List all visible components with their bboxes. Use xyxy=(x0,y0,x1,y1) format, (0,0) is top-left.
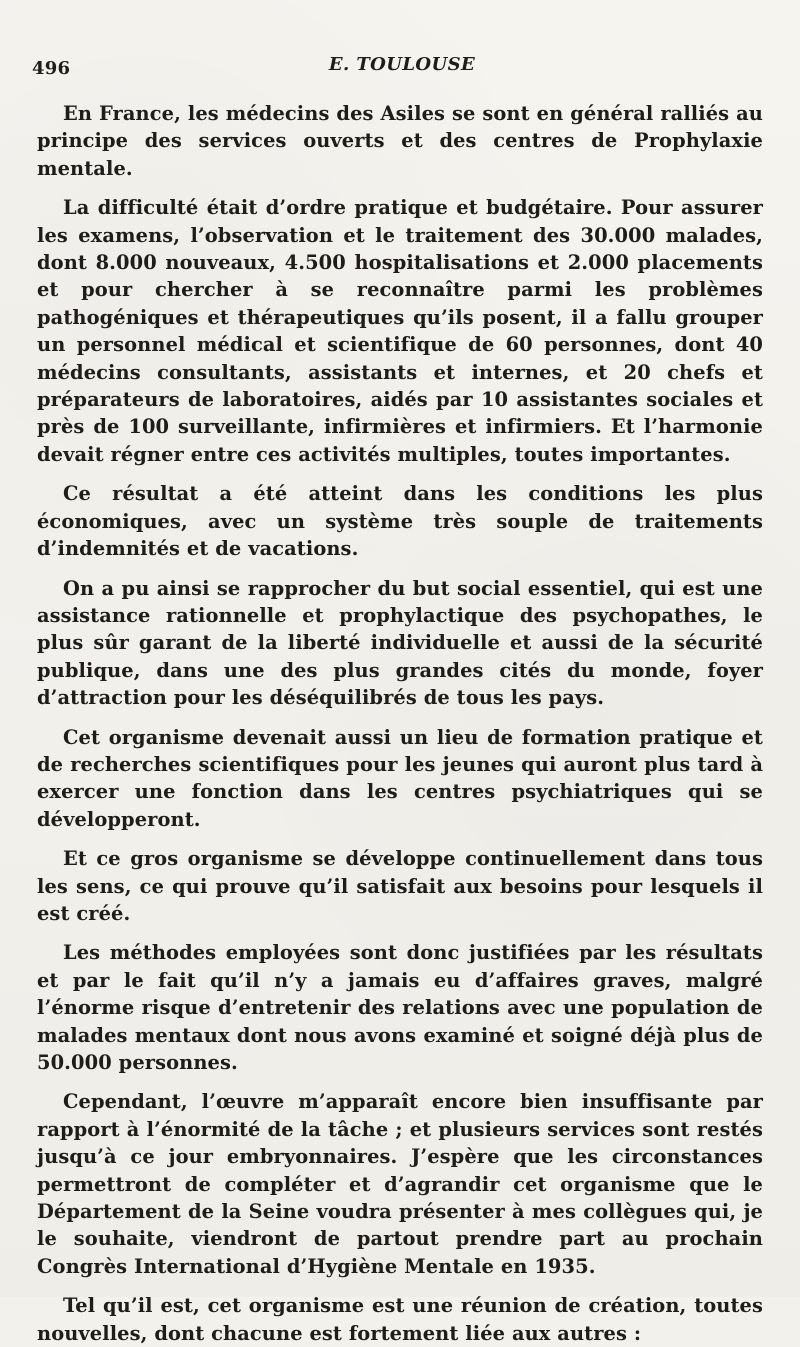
paragraph: Les méthodes employées sont donc justifiées par les résultats et par le fait qu’il n’y a jamais eu d’affaires graves, malgré l’énorme risque d’entretenir des relations avec une population de malades mentaux dont nous avons examiné et soigné déjà plus de 50.000 personnes. xyxy=(37,941,763,1074)
paragraph: Ce résultat a été atteint dans les conditions les plus économiques, avec un système très souple de traitements d’indemnités et de vacations. xyxy=(37,482,763,561)
running-head: E. TOULOUSE xyxy=(328,54,476,75)
paragraph: La difficulté était d’ordre pratique et budgétaire. Pour assurer les examens, l’observation et le traitement des 30.000 malades, dont 8.000 nouveaux, 4.500 hospitalisations et 2.000 placements et pour chercher à se reconnaître parmi les problèmes pathogéniques et thérapeutiques qu’ils posent, il a fallu grouper un personnel médical et scientifique de 60 personnes, dont 40 médecins consultants, assistants et internes, et 20 chefs et préparateurs de laboratoires, aidés par 10 assistantes sociales et près de 100 surveillante, infirmières et infirmiers. Et l’harmonie devait régner entre ces activités multiples, toutes importantes. xyxy=(37,196,763,466)
paragraph: Cet organisme devenait aussi un lieu de formation pratique et de recherches scientifiques pour les jeunes qui auront plus tard à exercer une fonction dans les centres psychiatriques qui se développeront. xyxy=(37,725,763,831)
paragraph: Et ce gros organisme se développe continuellement dans tous les sens, ce qui prouve qu’il satisfait aux besoins pour lesquels il est créé. xyxy=(37,847,763,925)
page-number: 496 xyxy=(32,58,71,79)
body-text xyxy=(37,100,763,1347)
paragraph: En France, les médecins des Asiles se sont en général ralliés au principe des services ouverts et des centres de Prophylaxie mentale. xyxy=(37,102,763,180)
paragraph: On a pu ainsi se rapprocher du but social essentiel, qui est une assistance rationnelle et prophylactique des psychopathes, le plus sûr garant de la liberté individuelle et aussi de la sécurité publique, dans une des plus grandes cités du monde, foyer d’attraction pour les déséquilibrés de tous les pays. xyxy=(37,576,763,710)
paragraph: Cependant, l’œuvre m’apparaît encore bien insuffisante par rapport à l’énormité de la tâche ; et plusieurs services sont restés jusqu’à ce jour embryonnaires. J’espère que les circonstances permettront de compléter et d’agrandir cet organisme que le Département de la Seine voudra présenter à mes collègues qui, je le souhaite, viendront de partout prendre part au prochain Congrès International d’Hygiène Mentale en 1935. xyxy=(37,1090,763,1278)
paragraph: Tel qu’il est, cet organisme est une réunion de création, toutes nouvelles, dont chacune est fortement liée aux autres : xyxy=(37,1294,763,1345)
page-header xyxy=(32,52,772,82)
